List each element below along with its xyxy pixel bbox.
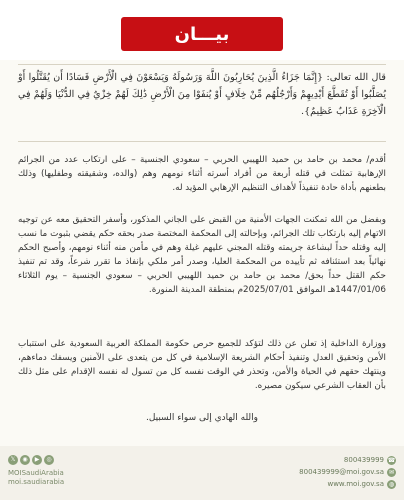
youtube-icon[interactable]: ▶ [32,455,42,465]
social-handle[interactable]: MOISaudiArabia [8,469,64,477]
footer [0,446,404,500]
phone-icon: ☎ [387,456,396,464]
snapchat-icon[interactable]: ◉ [20,455,30,465]
footer-contacts [286,454,396,494]
quran-verse: قال الله تعالى: {إِنَّمَا جَزَاءُ الَّذِينَ يُحَارِبُونَ اللَّهَ وَرَسُولَهُ وَيَسْعَوْنَ فِي الْأَرْضِ فَسَادًا أَن يُقَتَّلُوا أَوْ يُصَلَّبُوا أَوْ تُقَطَّعَ أَيْدِيهِمْ وَأَرْجُلُهُم مِّنْ خِلَافٍ أَوْ يُنفَوْا مِنَ الْأَرْضِ ذَٰلِكَ لَهُمْ خِزْيٌ فِي الدُّنْيَا وَلَهُمْ فِي الْآخِرَةِ عَذَابٌ عَظِيمٌ}. [18,72,386,117]
header-band [0,0,404,60]
paragraph-ruling: وبفضل من الله تمكنت الجهات الأمنية من القبض على الجاني المذكور، وأسفر التحقيق معه عن توجيه الاتهام إليه بارتكاب تلك الجرائم، وبإحالته إلى المحكمة المختصة صدر بحقه حكم يقضي بثبوت ما نسب إليه وقتله حداً لبشاعة جريمته وقتله المجني عليهم غيلة وهم في مأمن منه أثناء نومهم، وأصبح الحكم نهائياً بعد استئنافه ثم تأييده من المحكمة العليا، وصدر أمر ملكي بإنفاذ ما تقرر شرعاً، وقد تم تنفيذ حكم القتل حداً بحق/ محمد بن حامد بن حميد اللهيبي الحربي – سعودي الجنسية – يوم الثلاثاء 1447/01/06هـ الموافق 2025/07/01م بمنطقة المدينة المنورة. [18,215,386,295]
phone-number[interactable]: 800439999 [343,456,384,464]
globe-icon: ◍ [388,480,395,488]
footer-social [8,454,118,494]
email-icon: ✉ [388,468,395,476]
paragraph-ministry: ووزارة الداخلية إذ تعلن عن ذلك لتؤكد للجميع حرص حكومة المملكة العربية السعودية على استتباب الأمن وتحقيق العدل وتنفيذ أحكام الشريعة الإسلامية في كل من يتعدى على الآمنين ويسفك دماءهم، وينتهك حقهم في الحياة والأمن، وتحذر في الوقت نفسه كل من تسول له نفسه الإقدام على مثل ذلك بأن العقاب الشرعي سيكون مصيره. [18,339,386,391]
paragraph-crime: أقدم/ محمد بن حامد بن حميد اللهيبي الحربي – سعودي الجنسية – على ارتكاب عدد من الجرائم الإرهابية تمثلت في قتله أربعة من أفراد أسرته أثناء نومهم وهم (والده، وشقيقته وطفليها) وذلك بطعنهم بأداة حادة تنفيذاً لأهداف التنظيم الإرهابي المؤيد له. [18,155,386,193]
website-link[interactable]: www.moi.gov.sa [327,480,384,488]
closing-line: والله الهادي إلى سواء السبيل. [145,413,259,423]
page-title: بيـــان [174,23,230,45]
x-icon[interactable]: 𝕏 [8,455,18,465]
email-address[interactable]: 800439999@moi.gov.sa [299,468,384,476]
title-banner [121,17,283,51]
social-handle-2[interactable]: moi.saudiarabia [8,478,65,486]
instagram-icon[interactable]: ◎ [44,455,54,465]
verse-divider [18,141,386,142]
top-divider [18,64,386,65]
